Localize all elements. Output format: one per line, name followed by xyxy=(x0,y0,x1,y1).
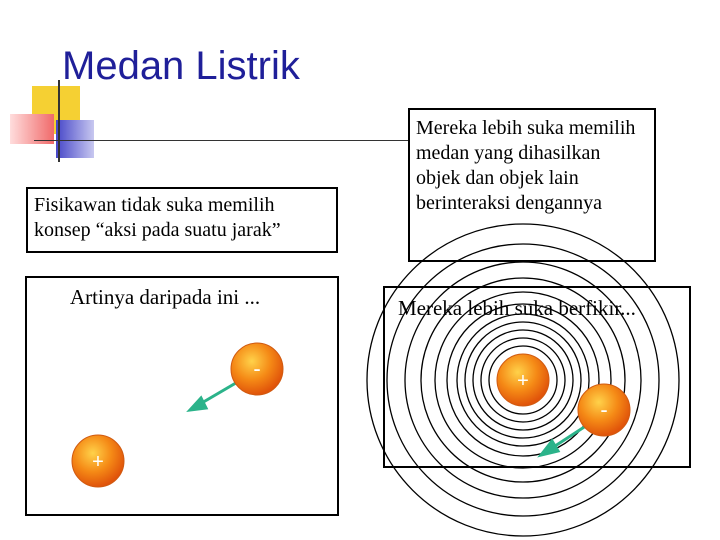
right-positive-charge xyxy=(497,354,549,406)
right-positive-label: + xyxy=(517,370,529,392)
right-box-text: Mereka lebih suka memilih medan yang dihasilkan objek dan objek lain berinteraksi dengannya xyxy=(416,117,636,214)
left-negative-label: - xyxy=(253,356,261,381)
right-negative-label: - xyxy=(600,397,608,422)
right-negative-charge xyxy=(578,384,630,436)
left-negative-charge xyxy=(231,343,283,395)
slide-title: Medan Listrik xyxy=(62,44,300,88)
left-force-arrow xyxy=(190,380,241,410)
left-caption: Artinya daripada ini ... xyxy=(70,285,261,309)
right-caption: Mereka lebih suka berfikir... xyxy=(398,296,636,320)
left-positive-charge xyxy=(72,435,124,487)
left-box-text: Fisikawan tidak suka memilih konsep “aksi pada suatu jarak” xyxy=(34,194,281,241)
left-positive-label: + xyxy=(92,451,104,473)
